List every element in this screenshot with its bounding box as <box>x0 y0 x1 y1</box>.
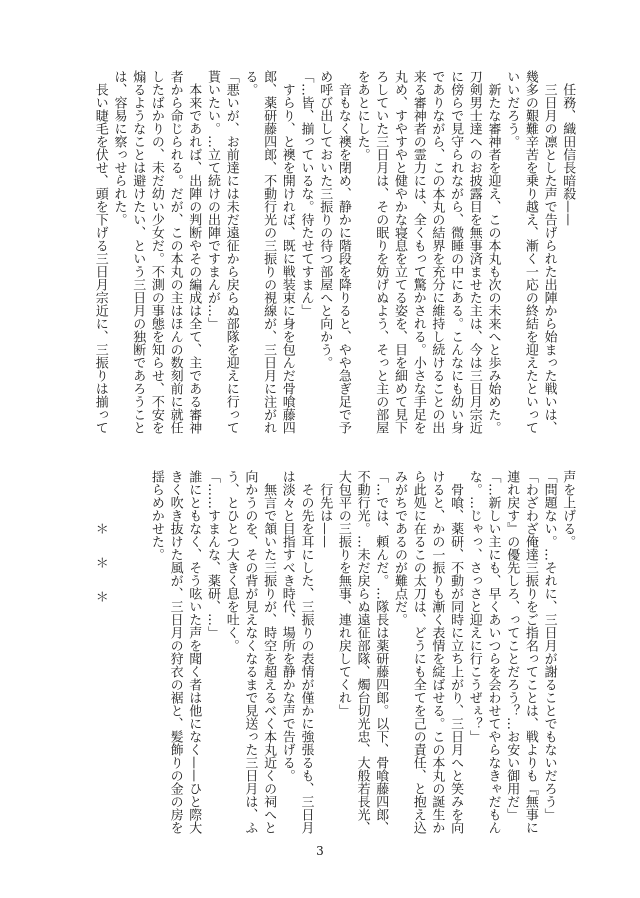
text-column: は、容易に察っせられた。 <box>111 70 127 226</box>
text-column: 「悪いが、お前達には未だ遠征から戻らぬ部隊を迎えに行って <box>223 70 239 434</box>
text-column: 煽るようなことは避けたい、という三日月の独断であろうこと <box>130 70 146 434</box>
text-column: 者から命じられる。だが、この本丸の主はほんの数刻前に就任 <box>167 70 183 434</box>
text-column: 「わざわざ俺達三振りをご指名ってことは、戦よりも『無事に <box>522 470 538 834</box>
text-column: 声を上げる。 <box>560 470 576 548</box>
text-column: 揺らめかせた。 <box>148 470 164 561</box>
text-column: 「…では、頼んだ。…隊長は薬研藤四郎。以下、骨喰藤四郎、 <box>373 470 389 834</box>
text-column: に傍らで見守られながら、微睡の中にある。こんなにも幼い身 <box>448 70 464 434</box>
text-column: は淡々と目指すべき時代、場所を静かな声で告げる。 <box>279 470 295 782</box>
text-column: 新たな審神者を迎え、この本丸も次の未来へと歩み始めた。 <box>485 70 501 434</box>
text-column: 誰にともなく、そう呟いた声を聞く者は他になく——ひと際大 <box>186 470 202 834</box>
text-column: 丸め、すやすやと健やかな寝息を立てる姿を、目を細めて見下 <box>391 70 407 434</box>
text-column: 大包平の三振りを無事、連れ戻してくれ」 <box>335 470 351 717</box>
text-column: 来る審神者の霊力には、全くもって驚かされる。小さな手足を <box>410 70 426 434</box>
text-column: をあとにした。 <box>354 70 370 161</box>
text-column: る。 <box>242 70 258 96</box>
text-column: 行先は—— <box>317 470 333 548</box>
text-column: 長い睫毛を伏せ、頭を下げる三日月宗近に、三振りは揃って <box>92 70 108 434</box>
text-column: でありながら、この本丸の結界を充分に維持し続けることの出 <box>429 70 445 434</box>
text-column: 郎、薬研藤四郎、不動行光の三振りの視線が、三日月に注がれ <box>261 70 277 434</box>
text-column: め呼び出しておいた三振りの待つ部屋へと向かう。 <box>317 70 333 369</box>
text-column: う、とひとつ大きく息を吐く。 <box>223 470 239 652</box>
text-column: 三日月の凛とした声で告げられた出陣から始まった戦いは、 <box>541 70 557 434</box>
text-column: 「問題ない。…それに、三日月が謝ることでもないだろう」 <box>541 470 557 821</box>
text-column: 音もなく襖を閉め、静かに階段を降りると、やや急ぎ足で予 <box>335 70 351 434</box>
text-column: 「……すまんな、薬研、…」 <box>204 470 220 639</box>
text-column: な。…じゃっ、さっさと迎えに行こうぜぇ？」 <box>466 470 482 743</box>
text-column: すらり、と襖を開ければ、既に戦装束に身を包んだ骨喰藤四 <box>279 70 295 434</box>
section-break: ＊ ＊ ＊ <box>92 522 108 607</box>
text-column: 「…新しい主にも、早くあいつらを会わせてやらなきゃだもん <box>485 470 501 834</box>
text-column: 骨喰、薬研、不動が同時に立ち上がり、三日月へと笑みを向 <box>448 470 464 834</box>
text-column: 「…皆、揃っているな。待たせてすまん」 <box>298 70 314 317</box>
text-column: 無言で頷いた三振りが、時空を超えるべく本丸近くの祠へと <box>261 470 277 834</box>
text-column: ら此処に在るこの太刀は、どうにも全てを己の責任、と抱え込 <box>410 470 426 834</box>
text-column: みがちであるのが難点だ。 <box>391 470 407 626</box>
text-column: 貰いたい。…立て続けの出陣ですまんが…」 <box>204 70 220 330</box>
text-column: 不動行光。…未だ戻らぬ遠征部隊、燭台切光忠、大般若長光、 <box>354 470 370 834</box>
text-column: ろしていた三日月は、その眠りを妨げぬよう、そっと主の部屋 <box>373 70 389 434</box>
text-column: いいだろう。 <box>504 70 520 148</box>
text-column: 幾多の艱難辛苦を乗り越え、漸く一応の終結を迎えたといって <box>522 70 538 434</box>
text-column: 刀剣男士達へのお披露目を無事済ませた主は、今は三日月宗近 <box>466 70 482 434</box>
page-number: 3 <box>316 844 324 858</box>
text-column: 連れ戻す』の優先しろ、ってことだろう？…お安い御用だ」 <box>504 470 520 821</box>
text-column: その先を耳にした、三振りの表情が僅かに強張るも、三日月 <box>298 470 314 834</box>
text-column: したばかりの、未だ幼い少女だ。不測の事態を知らせ、不安を <box>148 70 164 434</box>
text-column: きく吹き抜けた風が、三日月の狩衣の裾と、髪飾りの金の房を <box>167 470 183 834</box>
text-column: 向かうのを、その背が見えなくなるまで見送った三日月は、ふ <box>242 470 258 834</box>
text-column: 本来であれば、出陣の判断やその編成は全て、主である審神 <box>186 70 202 434</box>
text-column: 任務、織田信長暗殺—— <box>560 70 576 226</box>
text-column: けると、かの一振りも漸く表情を綻ばせる。この本丸の誕生か <box>429 470 445 834</box>
